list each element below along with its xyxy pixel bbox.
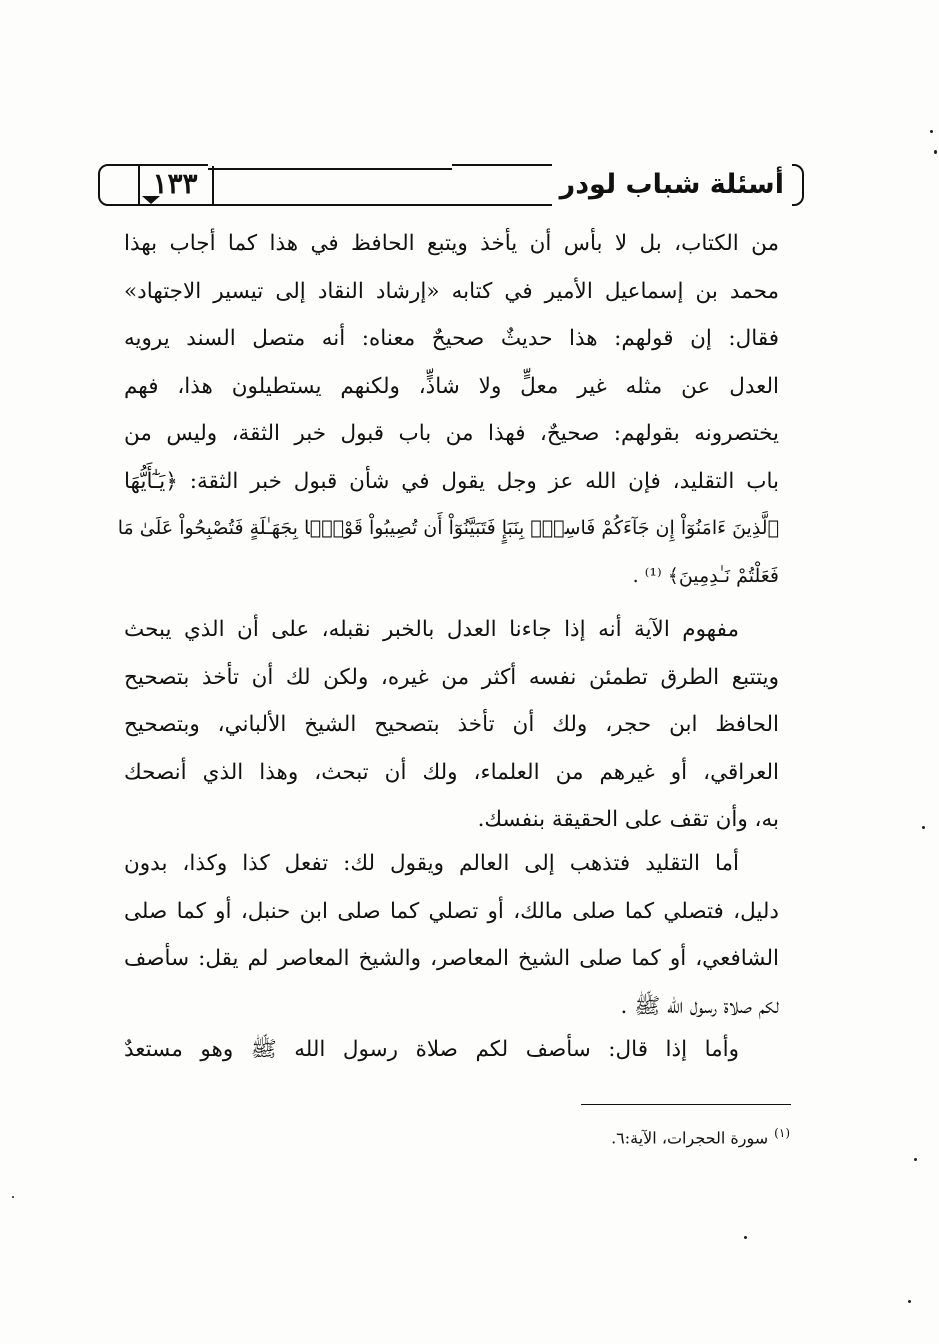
text-line: وأما إذا قال: سأصف لكم صلاة رسول الله ﷺ وهو مستعدٌ	[124, 1037, 739, 1062]
footnote-text: سورة الحجرات، الآية:٦.	[611, 1128, 769, 1148]
paragraph-2	[124, 606, 779, 844]
scan-speck	[914, 1158, 917, 1161]
paragraph-4	[124, 1026, 779, 1074]
quran-verse-line: فَعَلْتُمْ نَـٰدِمِينَ﴾ ⁽¹⁾ .	[632, 564, 779, 587]
paragraph-3	[124, 840, 779, 1030]
text-line: أما التقليد فتذهب إلى العالم ويقول لك: تفعل كذا وكذا، بدون	[124, 851, 739, 876]
text-line: العراقي، أو غيرهم من العلماء، ولك أن تبحث، وهذا الذي أنصحك	[124, 759, 779, 785]
scan-speck	[930, 130, 933, 133]
running-title: أسئلة شباب لودر	[552, 164, 792, 206]
text-line: الحافظ ابن حجر، ولك أن تأخذ بتصحيح الشيخ الألباني، وبتصحيح	[124, 712, 779, 737]
scan-speck	[12, 1196, 14, 1198]
scan-speck	[922, 826, 925, 829]
quran-verse-line: ٱلَّذِينَ ءَامَنُوٓاْ إِن جَآءَكُمْ فَاسِقٌۢ بِنَبَإٍ فَتَبَيَّنُوٓاْ أَن تُصِيبُواْ قَوْمًۢا بِجَهَـٰلَةٍ فَتُصْبِحُواْ عَلَىٰ مَا	[117, 517, 779, 539]
scan-speck	[908, 1300, 911, 1303]
text-line: من الكتاب، بل لا بأس أن يأخذ ويتبع الحافظ في هذا كما أجاب بهذا	[124, 231, 779, 256]
page-header	[98, 160, 806, 210]
text-line: محمد بن إسماعيل الأمير في كتابه «إرشاد النقاد إلى تيسير الاجتهاد»	[124, 278, 779, 304]
text-line: الشافعي، أو كما صلى الشيخ المعاصر، والشيخ المعاصر لم يقل: سأصف	[124, 946, 779, 971]
text-line: ويتتبع الطرق تطمئن نفسه أكثر من غيره، ولكن لك أن تأخذ بتصحيح	[124, 664, 779, 690]
text-line: دليل، فتصلي كما صلى مالك، أو تصلي كما صلى ابن حنبل، أو كما صلى	[124, 898, 779, 924]
text-line: مفهوم الآية أنه إذا جاءنا العدل بالخبر نقبله، على أن الذي يبحث	[124, 617, 739, 642]
text-line: باب التقليد، فإن الله عز وجل يقول في شأن قبول خبر الثقة: ﴿يَـٰٓأَيُّهَا	[124, 468, 779, 494]
text-line: يختصرونه بقولهم: صحيحٌ، فهذا من باب قبول خبر الثقة، وليس من	[124, 421, 779, 446]
page-number: ١٣٣	[152, 167, 198, 200]
header-rule-top	[208, 168, 452, 170]
text-line: لكم صلاة رسول الله ﷺ .	[620, 993, 779, 1019]
footnote-separator	[581, 1104, 791, 1105]
scan-speck	[744, 1236, 747, 1239]
scan-speck	[934, 150, 937, 154]
footnote-marker: (١)	[774, 1126, 790, 1140]
text-line: العدل عن مثله غير معلٍّ ولا شاذٍّ، ولكنهم يستطيلون هذا، فهم	[124, 373, 779, 399]
text-line: به، وأن تقف على الحقيقة بنفسك.	[477, 807, 779, 832]
header-corner-mark	[142, 196, 160, 204]
text-line: فقال: إن قولهم: هذا حديثٌ صحيحٌ معناه: أنه متصل السند يرويه	[124, 326, 779, 351]
header-rule-bottom	[208, 204, 452, 206]
paragraph-1	[117, 220, 779, 600]
footnote	[500, 1118, 790, 1153]
